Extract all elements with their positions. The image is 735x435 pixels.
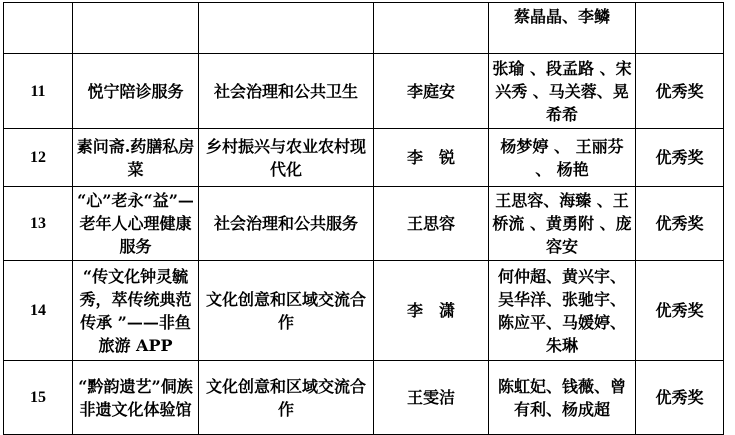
cell-project-name: “黔韵遗艺”侗族非遗文化体验馆 (73, 361, 199, 435)
table-row (4, 129, 724, 187)
cell-row-number: 13 (4, 187, 73, 261)
cell-project-name: 素问斋.药膳私房菜 (73, 129, 199, 187)
table-row (4, 54, 724, 129)
cell-award (636, 3, 724, 54)
cell-leader: 李 锐 (374, 129, 489, 187)
results-table (3, 2, 724, 435)
cell-members: 杨梦婷 、 王丽芬 、 杨艳 (489, 129, 636, 187)
table-row (4, 187, 724, 261)
cell-project-name (73, 3, 199, 54)
cell-leader (374, 3, 489, 54)
cell-project-name: “传文化钟灵毓秀，萃传统典范传承 ”——非鱼旅游 APP (73, 261, 199, 361)
cell-members: 蔡晶晶、李鳞 (489, 3, 636, 54)
cell-members: 张瑜 、段孟路 、宋兴秀 、马关蓉、晃希希 (489, 54, 636, 129)
cell-leader: 王雯洁 (374, 361, 489, 435)
cell-award: 优秀奖 (636, 261, 724, 361)
cell-row-number: 15 (4, 361, 73, 435)
cell-row-number (4, 3, 73, 54)
cell-category (199, 3, 374, 54)
cell-category: 社会治理和公共卫生 (199, 54, 374, 129)
cell-category: 文化创意和区域交流合作 (199, 361, 374, 435)
table-row (4, 361, 724, 435)
cell-leader: 王思容 (374, 187, 489, 261)
cell-row-number: 14 (4, 261, 73, 361)
cell-award: 优秀奖 (636, 187, 724, 261)
cell-row-number: 12 (4, 129, 73, 187)
cell-award: 优秀奖 (636, 129, 724, 187)
cell-category: 乡村振兴与农业农村现代化 (199, 129, 374, 187)
cell-members: 陈虹妃、钱薇、曾有利、杨成超 (489, 361, 636, 435)
cell-category: 文化创意和区域交流合作 (199, 261, 374, 361)
cell-project-name: “心”老永“益”—老年人心理健康服务 (73, 187, 199, 261)
cell-members: 何仲超、黄兴宇、吴华洋、张驰宇、陈应平、马媛婷、朱琳 (489, 261, 636, 361)
cell-leader: 李庭安 (374, 54, 489, 129)
cell-members: 王思容、海臻 、王桥流 、黄勇附 、庞容安 (489, 187, 636, 261)
table-row (4, 3, 724, 54)
cell-award: 优秀奖 (636, 361, 724, 435)
table-row (4, 261, 724, 361)
cell-category: 社会治理和公共服务 (199, 187, 374, 261)
cell-award: 优秀奖 (636, 54, 724, 129)
cell-leader: 李 潇 (374, 261, 489, 361)
cell-row-number: 11 (4, 54, 73, 129)
cell-project-name: 悦宁陪诊服务 (73, 54, 199, 129)
